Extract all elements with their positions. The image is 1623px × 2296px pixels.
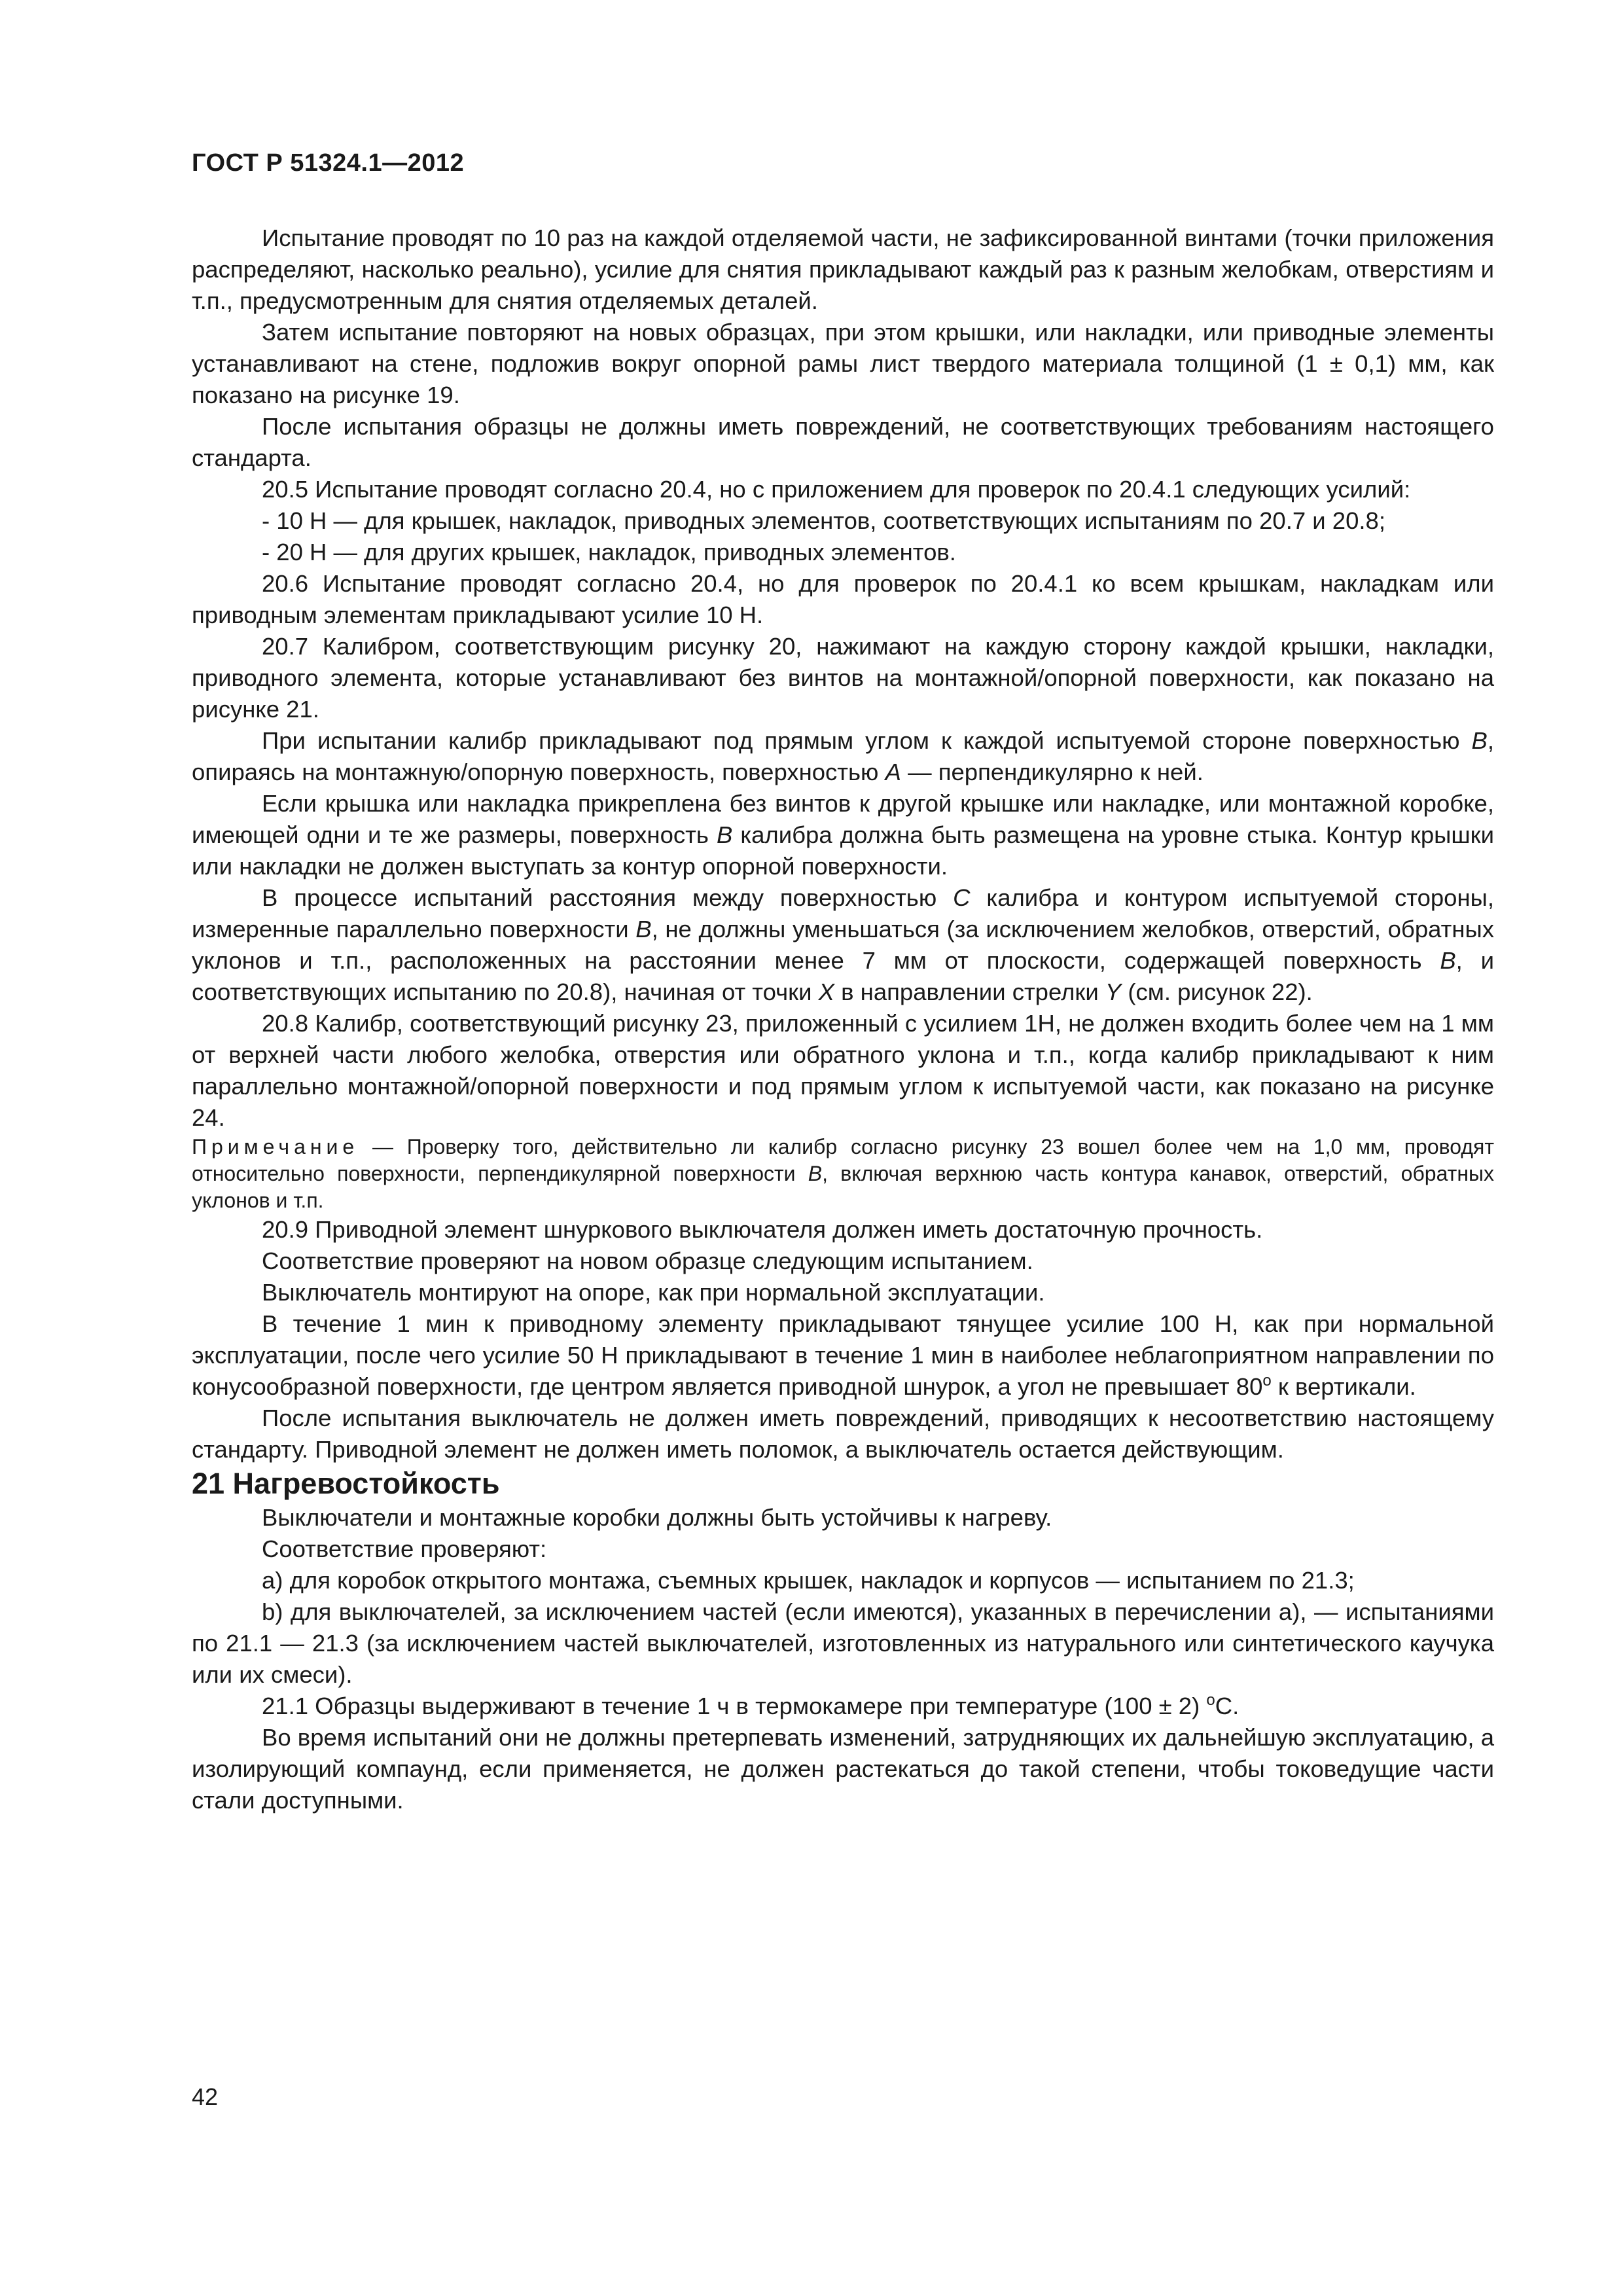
paragraph: Испытание проводят по 10 раз на каждой отделяемой части, не зафиксированной винтами (точки приложения распределяют, насколько реально), усилие для снятия прикладывают каждый раз к разным желобкам, отверстиям и т.п., предусмотренным для снятия отделяемых деталей. [192, 224, 1494, 314]
paragraph: Соответствие проверяют на новом образце следующим испытанием. [262, 1247, 1033, 1274]
arrow-letter: Y [1105, 978, 1122, 1005]
section-title: 21 Нагревостойкость [192, 1467, 500, 1500]
paragraph: После испытания выключатель не должен иметь повреждений, приводящих к несоответствию настоящему стандарту. Приводной элемент не должен иметь поломок, а выключатель остается действующим. [192, 1405, 1494, 1463]
paragraph: Во время испытаний они не должны претерпевать изменений, затрудняющих их дальнейшую эксплуатацию, а изолирующий компаунд, если применяется, не должен растекаться до такой степени, чтобы токоведущие части стали доступными. [192, 1724, 1494, 1814]
surface-letter: B [1471, 727, 1488, 754]
surface-letter: B [1440, 947, 1456, 974]
paragraph: В процессе испытаний расстояния между поверхностью C калибра и контуром испытуемой стороны, измеренные параллельно поверхности B, не должны уменьшаться (за исключением желобков, отверстий, обратных уклонов и т.п., расположенных на расстоянии менее 7 мм от плоскости, содержащей поверхность B, и соответствующих испытанию по 20.8), начиная от точки X в направлении стрелки Y (см. рисунок 22). [192, 884, 1495, 1005]
surface-letter: B [808, 1162, 823, 1185]
paragraph: Выключатель монтируют на опоре, как при нормальной эксплуатации. [262, 1279, 1045, 1306]
paragraph-20-9: 20.9 Приводной элемент шнуркового выключателя должен иметь достаточную прочность. [262, 1216, 1263, 1243]
page-number: 42 [192, 2083, 219, 2110]
paragraph-21-1: 21.1 Образцы выдерживают в течение 1 ч в термокамере при температуре (100 ± 2) $^о$С. [262, 1691, 1240, 1719]
degree-symbol: о [1206, 1691, 1215, 1709]
surface-letter: B [716, 821, 733, 848]
list-item: - 20 Н — для других крышек, накладок, приводных элементов. [262, 539, 956, 565]
paragraph-20-5: 20.5 Испытание проводят согласно 20.4, но с приложением для проверок по 20.4.1 следующих усилий: [262, 476, 1411, 503]
degree-symbol: о [1262, 1372, 1272, 1390]
surface-letter: A [885, 759, 901, 785]
document-header: ГОСТ Р 51324.1—2012 [192, 149, 465, 177]
paragraph: При испытании калибр прикладывают под прямым углом к каждой испытуемой стороне поверхностью B, опираясь на монтажную/опорную поверхность, поверхностью A — перпендикулярно к ней. [192, 727, 1494, 785]
list-item: а) для коробок открытого монтажа, съемных крышек, накладок и корпусов — испытанием по 21.3; [262, 1567, 1355, 1594]
note: Примечание — Проверку того, действительно ли калибр согласно рисунку 23 вошел более чем на 1,0 мм, проводят относительно поверхности, перпендикулярной поверхности B, включая верхнюю часть контура канавок, отверстий, обратных уклонов и т.п. [192, 1135, 1494, 1212]
paragraph: Затем испытание повторяют на новых образцах, при этом крышки, или накладки, или приводные элементы устанавливают на стене, подложив вокруг опорной рамы лист твердого материала толщиной (1 ± 0,1) мм, как показано на рисунке 19. [192, 319, 1494, 408]
surface-letter: B [635, 916, 652, 942]
paragraph-20-8: 20.8 Калибр, соответствующий рисунку 23, приложенный с усилием 1Н, не должен входить более чем на 1 мм от верхней части любого желобка, отверстия или обратного уклона и т.п., когда калибр прикладывают к ним параллельно монтажной/опорной поверхности и под прямым углом к испытуемой части, как показано на рисунке 24. [192, 1010, 1494, 1131]
surface-letter: C [953, 884, 971, 911]
point-letter: X [818, 978, 834, 1005]
list-item: - 10 Н — для крышек, накладок, приводных элементов, соответствующих испытаниям по 20.7 и 20.8; [262, 507, 1385, 534]
paragraph: В течение 1 мин к приводному элементу прикладывают тянущее усилие 100 Н, как при нормальной эксплуатации, после чего усилие 50 Н прикладывают в течение 1 мин в наиболее неблагоприятном направлении по конусообразной поверхности, где центром является приводной шнурок, а угол не превышает $80^о$ к вертикали. [192, 1310, 1494, 1400]
paragraph-20-6: 20.6 Испытание проводят согласно 20.4, но для проверок по 20.4.1 ко всем крышкам, накладкам или приводным элементам прикладывают усилие 10 Н. [192, 570, 1494, 628]
note-label: Примечание [192, 1135, 359, 1158]
document-body [192, 223, 1494, 1816]
paragraph: Если крышка или накладка прикреплена без винтов к другой крышке или накладке, или монтажной коробке, имеющей одни и те же размеры, поверхность B калибра должна быть размещена на уровне стыка. Контур крышки или накладки не должен выступать за контур опорной поверхности. [192, 790, 1495, 880]
list-item: b) для выключателей, за исключением частей (если имеются), указанных в перечислении а), — испытаниями по 21.1 — 21.3 (за исключением частей выключателей, изготовленных из натурального или синтетического каучука или их смеси). [192, 1598, 1494, 1688]
paragraph: Соответствие проверяют: [262, 1535, 547, 1562]
paragraph: После испытания образцы не должны иметь повреждений, не соответствующих требованиям настоящего стандарта. [192, 413, 1494, 471]
paragraph: Выключатели и монтажные коробки должны быть устойчивы к нагреву. [262, 1504, 1052, 1531]
paragraph-20-7: 20.7 Калибром, соответствующим рисунку 20, нажимают на каждую сторону каждой крышки, накладки, приводного элемента, которые устанавливают без винтов на монтажной/опорной поверхности, как показано на рисунке 21. [192, 633, 1494, 723]
